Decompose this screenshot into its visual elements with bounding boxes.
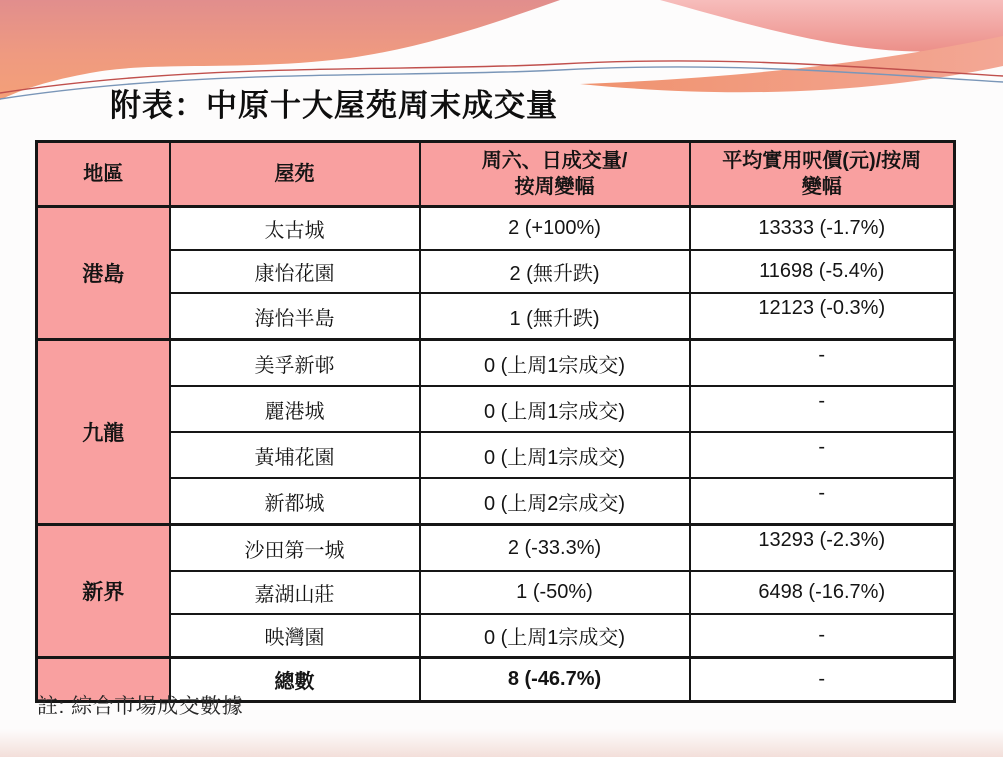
total-volume-cell: 8 (-46.7%) bbox=[420, 658, 690, 702]
total-label-cell: 總數 bbox=[170, 658, 420, 702]
estate-cell: 美孚新邨 bbox=[170, 340, 420, 387]
region-cell-hk-island: 港島 bbox=[37, 207, 170, 340]
table-row bbox=[37, 340, 955, 387]
estate-cell: 海怡半島 bbox=[170, 293, 420, 340]
footnote: 註: 綜合市場成交數據 bbox=[37, 695, 244, 718]
region-cell-new-territories: 新界 bbox=[37, 525, 170, 658]
estate-cell: 太古城 bbox=[170, 207, 420, 251]
price-cell: - bbox=[690, 340, 955, 387]
table-row bbox=[37, 207, 955, 251]
page-title: 附表：中原十大屋苑周末成交量 bbox=[110, 88, 558, 123]
volume-cell: 0 (上周1宗成交) bbox=[420, 340, 690, 387]
table-row bbox=[37, 614, 955, 658]
table-row bbox=[37, 525, 955, 572]
table-row bbox=[37, 293, 955, 340]
bottom-gradient-strip bbox=[0, 729, 1003, 757]
price-cell: - bbox=[690, 614, 955, 658]
table-row bbox=[37, 432, 955, 478]
table-header-row bbox=[37, 142, 955, 207]
table-row bbox=[37, 250, 955, 293]
price-cell: 12123 (-0.3%) bbox=[690, 293, 955, 340]
volume-cell: 0 (上周1宗成交) bbox=[420, 614, 690, 658]
estate-cell: 沙田第一城 bbox=[170, 525, 420, 572]
volume-cell: 1 (-50%) bbox=[420, 571, 690, 614]
price-cell: 13333 (-1.7%) bbox=[690, 207, 955, 251]
volume-cell: 0 (上周2宗成交) bbox=[420, 478, 690, 525]
weekend-transactions-table bbox=[35, 140, 956, 703]
col-header-estate: 屋苑 bbox=[170, 142, 420, 207]
volume-cell: 0 (上周1宗成交) bbox=[420, 386, 690, 432]
table-row bbox=[37, 478, 955, 525]
volume-cell: 2 (無升跌) bbox=[420, 250, 690, 293]
estate-cell: 麗港城 bbox=[170, 386, 420, 432]
wave-top-right bbox=[660, 0, 1003, 51]
col-header-region: 地區 bbox=[37, 142, 170, 207]
estate-cell: 新都城 bbox=[170, 478, 420, 525]
volume-cell: 2 (-33.3%) bbox=[420, 525, 690, 572]
volume-cell: 0 (上周1宗成交) bbox=[420, 432, 690, 478]
price-cell: - bbox=[690, 432, 955, 478]
col-header-price: 平均實用呎價(元)/按周 變幅 bbox=[690, 142, 955, 207]
price-cell: - bbox=[690, 386, 955, 432]
table-row bbox=[37, 386, 955, 432]
price-cell: - bbox=[690, 478, 955, 525]
estate-cell: 康怡花園 bbox=[170, 250, 420, 293]
estate-cell: 嘉湖山莊 bbox=[170, 571, 420, 614]
estate-cell: 黃埔花園 bbox=[170, 432, 420, 478]
volume-cell: 1 (無升跌) bbox=[420, 293, 690, 340]
volume-cell: 2 (+100%) bbox=[420, 207, 690, 251]
region-cell-kowloon: 九龍 bbox=[37, 340, 170, 525]
col-header-volume: 周六、日成交量/ 按周變幅 bbox=[420, 142, 690, 207]
price-cell: 6498 (-16.7%) bbox=[690, 571, 955, 614]
price-cell: 11698 (-5.4%) bbox=[690, 250, 955, 293]
table-row bbox=[37, 571, 955, 614]
price-cell: 13293 (-2.3%) bbox=[690, 525, 955, 572]
total-price-cell: - bbox=[690, 658, 955, 702]
estate-cell: 映灣園 bbox=[170, 614, 420, 658]
